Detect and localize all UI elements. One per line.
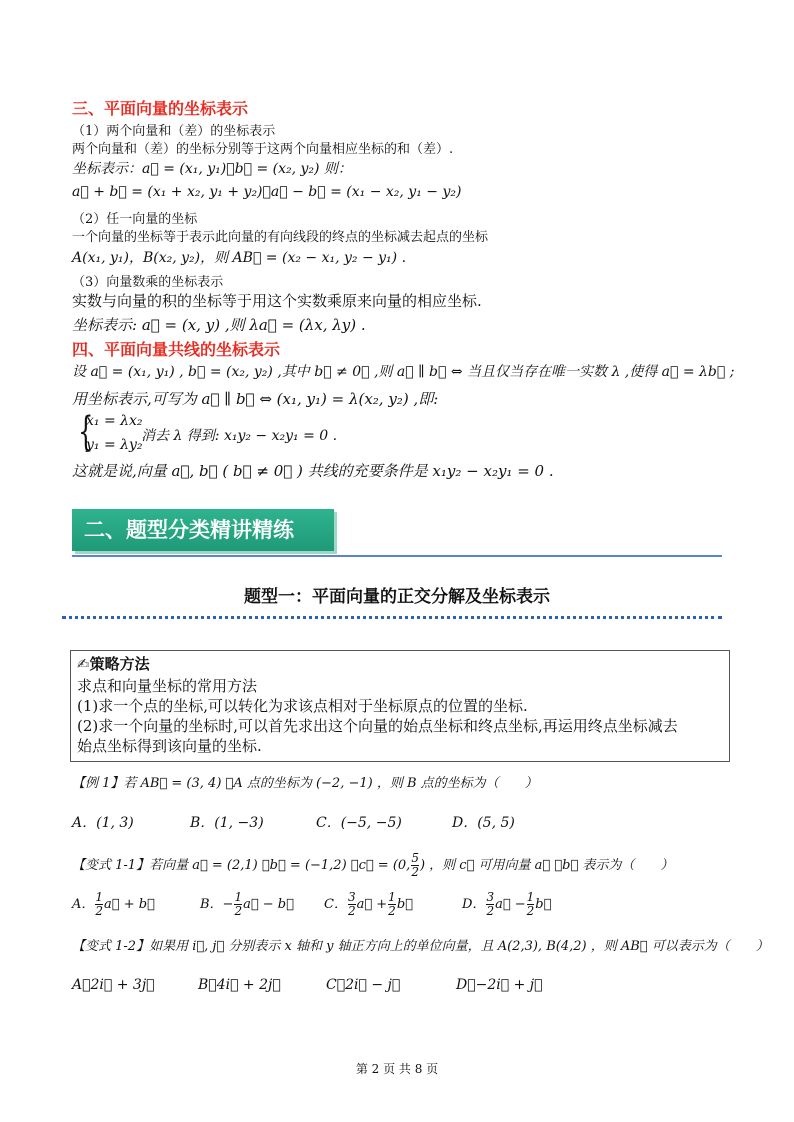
option-a: A． $\frac{1}{2}$ a⃗ + b⃗ bbox=[72, 890, 155, 918]
option-d: D． $\frac{3}{2}$ a⃗ − $\frac{1}{2}$ b⃗ bbox=[462, 890, 552, 918]
formula-line: 坐标表示: a⃗ = (x, y) ,则 λa⃗ = (λx, λy) . bbox=[72, 316, 366, 334]
subtitle-scalar-mult: （3）向量数乘的坐标表示 bbox=[72, 275, 224, 290]
section-3-title: 三、平面向量的坐标表示 bbox=[72, 99, 249, 118]
text-line: 一个向量的坐标等于表示此向量的有向线段的终点的坐标减去起点的坐标 bbox=[72, 230, 489, 245]
section-4-title: 四、平面向量共线的坐标表示 bbox=[72, 340, 281, 359]
divider-line bbox=[72, 555, 722, 557]
strategy-box bbox=[70, 650, 730, 762]
formula-line: 用坐标表示,可写为 a⃗ ∥ b⃗ ⇔ (x₁, y₁) = λ(x₂, y₂) ,即: bbox=[72, 390, 439, 408]
system-note: 消去 λ 得到: x₁y₂ − x₂y₁ = 0 . bbox=[141, 428, 338, 444]
page-footer: 第 2 页 共 8 页 bbox=[355, 1062, 439, 1076]
subtitle-any-vector: （2）任一向量的坐标 bbox=[72, 212, 198, 227]
option-c: C． $\frac{3}{2}$ a⃗ + $\frac{1}{2}$ b⃗ bbox=[324, 890, 413, 918]
chapter-banner: 二、题型分类精讲精练 bbox=[72, 509, 334, 551]
system-eq-2: y₁ = λy₂ bbox=[86, 437, 143, 453]
strategy-line: (2)求一个向量的坐标时,可以首先求出这个向量的始点坐标和终点坐标,再运用终点坐标减去 bbox=[77, 717, 678, 735]
option-d: D．(5, 5) bbox=[452, 815, 515, 831]
strategy-heading: ✍策略方法 bbox=[77, 655, 150, 673]
formula-line: a⃗ + b⃗ = (x₁ + x₂, y₁ + y₂)；a⃗ − b⃗ = (x₁ − x₂, y₁ − y₂) bbox=[72, 184, 462, 200]
strategy-line: (1)求一个点的坐标,可以转化为求该点相对于坐标原点的位置的坐标. bbox=[77, 697, 528, 715]
question-ex1-2: 【变式 1-2】如果用 i⃗, j⃗ 分别表示 x 轴和 y 轴正方向上的单位向量，且 A(2,3), B(4,2) ，则 AB⃗ 可以表示为（ ） bbox=[72, 939, 769, 954]
option-c: C．(−5, −5) bbox=[316, 815, 402, 831]
text-line: 实数与向量的积的坐标等于用这个实数乘原来向量的相应坐标. bbox=[72, 292, 482, 310]
question-ex1-1: 【变式 1-1】若向量 a⃗ = (2,1) ，b⃗ = (−1,2) ，c⃗ = (0, $\frac{5}{2}$ ) ，则 c⃗ 可用向量 a⃗ ，b⃗ 表示为（ ） bbox=[72, 851, 674, 879]
strategy-line: 始点坐标得到该向量的坐标. bbox=[77, 737, 262, 755]
strategy-line: 求点和向量坐标的常用方法 bbox=[77, 677, 258, 695]
brace-symbol: { bbox=[78, 409, 94, 455]
subtitle-sum-diff: （1）两个向量和（差）的坐标表示 bbox=[72, 124, 276, 139]
formula-line: A(x₁, y₁)，B(x₂, y₂)，则 AB⃗ = (x₂ − x₁, y₂ − y₁) . bbox=[72, 250, 407, 266]
dotted-divider bbox=[62, 616, 722, 619]
option-d: D．−2i⃗ + j⃗ bbox=[456, 977, 543, 993]
formula-line: 坐标表示：a⃗ = (x₁, y₁)，b⃗ = (x₂, y₂) 则： bbox=[72, 161, 352, 177]
text-line: 两个向量和（差）的坐标分别等于这两个向量相应坐标的和（差）. bbox=[72, 142, 454, 157]
option-b: B．− $\frac{1}{2}$ a⃗ − b⃗ bbox=[200, 890, 294, 918]
option-b: B．4i⃗ + 2j⃗ bbox=[198, 977, 281, 993]
option-c: C．2i⃗ − j⃗ bbox=[326, 977, 401, 993]
option-a: A．2i⃗ + 3j⃗ bbox=[72, 977, 155, 993]
strategy-icon: ✍ bbox=[77, 655, 90, 673]
system-eq-1: x₁ = λx₂ bbox=[86, 413, 143, 429]
question-ex1: 【例 1】若 AB⃗ = (3, 4) ，A 点的坐标为 (−2, −1) ，则 B 点的坐标为（ ） bbox=[72, 776, 538, 791]
formula-line: 这就是说,向量 a⃗, b⃗ ( b⃗ ≠ 0⃗ ) 共线的充要条件是 x₁y₂ − x₂y₁ = 0 . bbox=[72, 462, 554, 480]
formula-line: 设 a⃗ = (x₁, y₁) , b⃗ = (x₂, y₂) ,其中 b⃗ ≠ 0⃗ ,则 a⃗ ∥ b⃗ ⇔ 当且仅当存在唯一实数 λ ,使得 a⃗ = λb⃗ ; bbox=[72, 364, 735, 380]
option-b: B．(1, −3) bbox=[190, 815, 264, 831]
option-a: A．(1, 3) bbox=[72, 815, 134, 831]
section-title: 题型一：平面向量的正交分解及坐标表示 bbox=[244, 587, 550, 607]
